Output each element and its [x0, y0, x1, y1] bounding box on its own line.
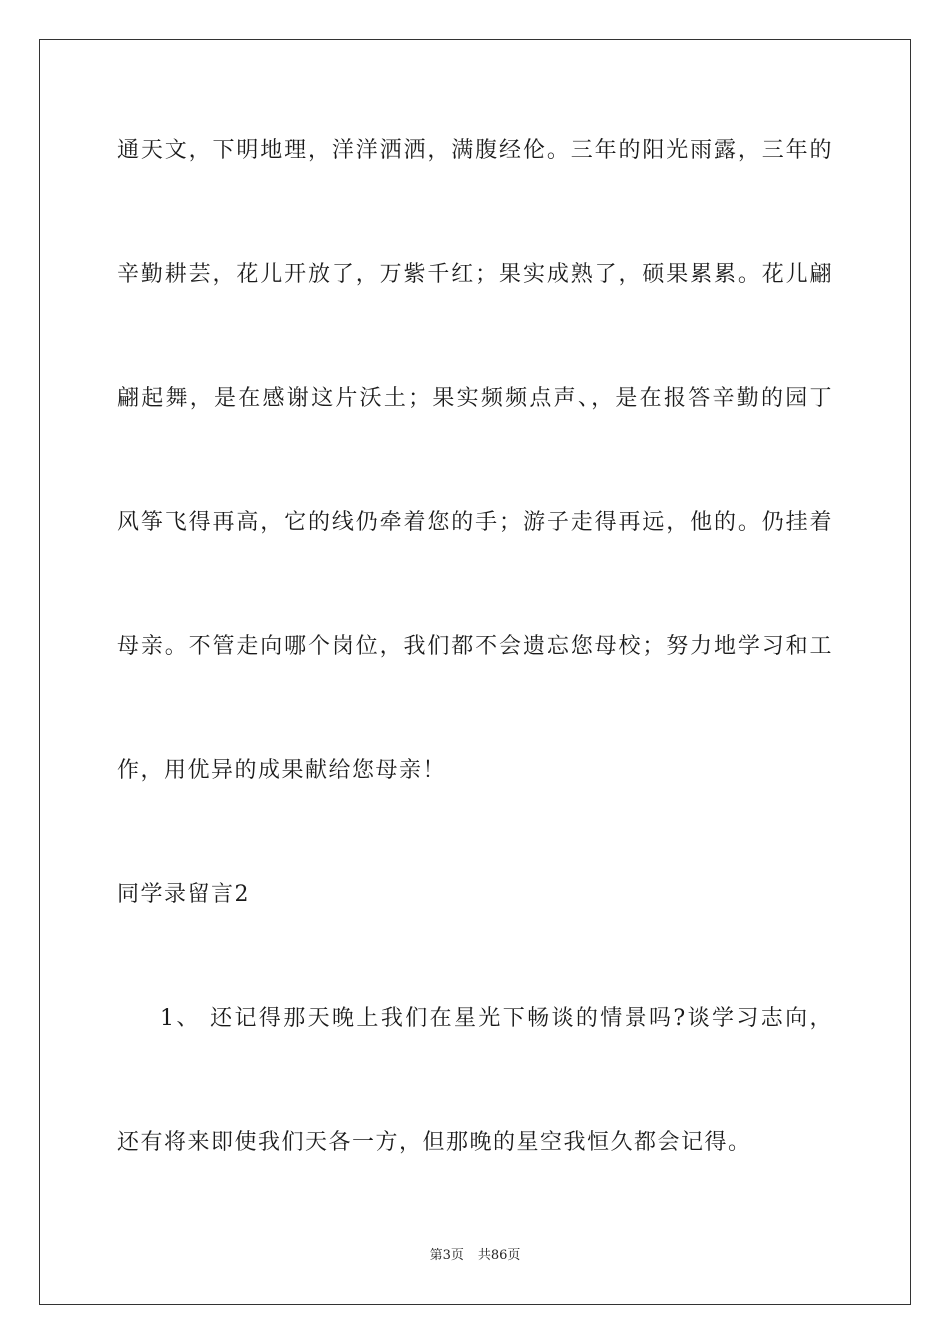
list-item-1-line-1: 1、 还记得那天晚上我们在星光下畅谈的情景吗?谈学习志向， — [160, 1006, 833, 1031]
page-border — [39, 39, 911, 1305]
body-text-line-6: 作，用优异的成果献给您母亲！ — [117, 758, 447, 783]
list-item-1-line-2: 还有将来即使我们天各一方，但那晚的星空我恒久都会记得。 — [117, 1130, 752, 1155]
page-number: 第3页 — [429, 1248, 464, 1263]
body-text-line-5: 母亲。不管走向哪个岗位，我们都不会遗忘您母校；努力地学习和工 — [117, 634, 833, 659]
section-heading: 同学录留言2 — [117, 882, 250, 907]
page-total: 共86页 — [477, 1248, 521, 1263]
body-text-line-1: 通天文，下明地理，洋洋洒洒，满腹经伦。三年的阳光雨露，三年的 — [117, 138, 833, 163]
page-footer — [0, 1247, 950, 1265]
body-text-line-2: 辛勤耕芸，花儿开放了，万紫千红；果实成熟了，硕果累累。花儿翩 — [117, 262, 833, 287]
body-text-line-3: 翩起舞，是在感谢这片沃土；果实频频点声、，是在报答辛勤的园丁 — [117, 386, 833, 411]
body-text-line-4: 风筝飞得再高，它的线仍牵着您的手；游子走得再远，他的。仍挂着 — [117, 510, 833, 535]
